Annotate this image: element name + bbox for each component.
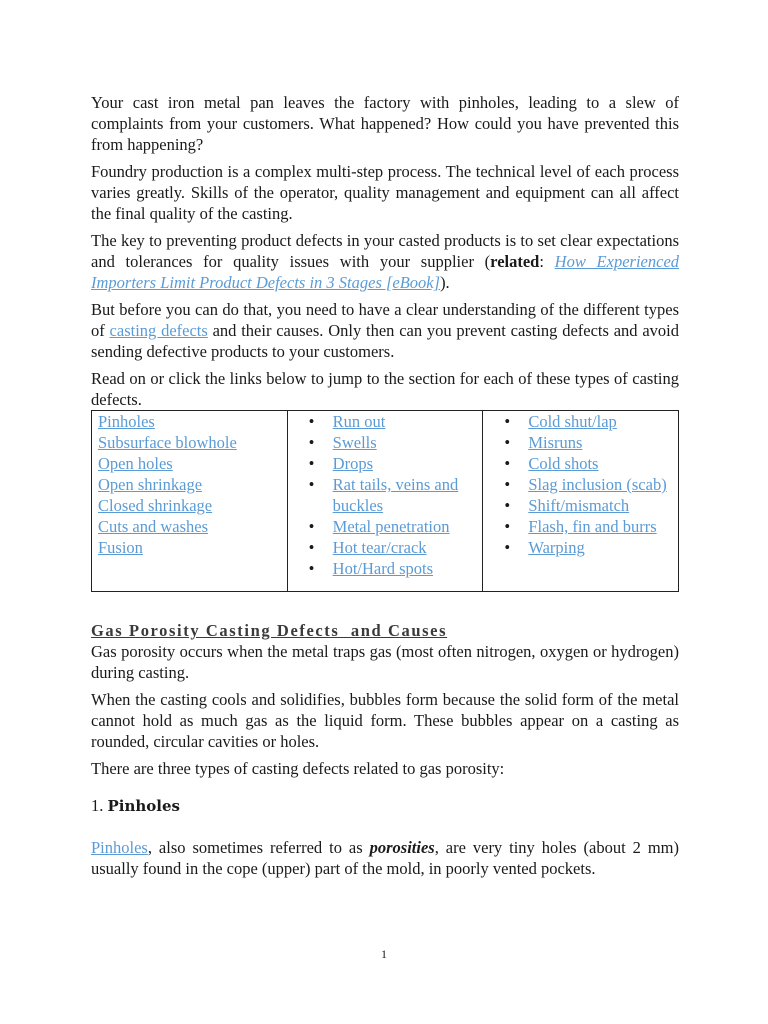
toc-link-shift-mismatch[interactable]: Shift/mismatch — [528, 496, 630, 515]
toc-link-cold-shut[interactable]: Cold shut/lap — [528, 412, 617, 431]
bullet-icon: • — [504, 454, 511, 473]
intro-paragraph-3 — [91, 230, 679, 293]
toc-column-1 — [92, 411, 288, 592]
bullet-icon: • — [308, 433, 315, 452]
p3-end: ). — [440, 273, 450, 292]
toc-link-misruns[interactable]: Misruns — [528, 433, 583, 452]
toc-link-fusion[interactable]: Fusion — [98, 538, 143, 557]
casting-defects-link[interactable]: casting defects — [109, 321, 208, 340]
toc-link-slag-inclusion[interactable]: Slag inclusion (scab) — [528, 475, 667, 494]
bullet-icon: • — [308, 559, 315, 578]
p3-text: The key to preventing product defects in your casted products is to set clear expectations and tolerances for quality issues with your supplier ( — [91, 231, 679, 271]
gas-porosity-paragraph-2: When the casting cools and solidifies, bubbles form because the solid form of the metal cannot hold as much gas as the liquid form. These bubbles appear on a casting as rounded, circular cavities or holes. — [91, 690, 679, 751]
bullet-icon: • — [504, 412, 511, 431]
porosities-term: porosities — [369, 838, 435, 857]
bullet-icon: • — [504, 496, 511, 515]
toc-column-3 — [483, 411, 679, 592]
p3-colon: : — [539, 252, 555, 271]
item-number: 1. — [91, 796, 108, 815]
page-number: 1 — [381, 947, 387, 961]
toc-link-open-holes[interactable]: Open holes — [98, 454, 173, 473]
toc-link-cuts-and-washes[interactable]: Cuts and washes — [98, 517, 208, 536]
gas-porosity-paragraph-1: Gas porosity occurs when the metal traps gas (most often nitrogen, oxygen or hydrogen) during casting. — [91, 642, 679, 682]
toc-link-pinholes[interactable]: Pinholes — [98, 412, 155, 431]
toc-link-cold-shots[interactable]: Cold shots — [528, 454, 599, 473]
toc-link-subsurface-blowhole[interactable]: Subsurface blowhole — [98, 433, 237, 452]
subheading-pinholes — [91, 795, 679, 817]
p4-text: But before you can do that, you need to have a clear understanding of the different types of — [91, 300, 679, 340]
toc-link-hot-hard-spots[interactable]: Hot/Hard spots — [332, 559, 434, 578]
bullet-icon: • — [308, 517, 315, 536]
bullet-icon: • — [308, 454, 315, 473]
bullet-icon: • — [504, 475, 511, 494]
toc-column-2 — [287, 411, 483, 592]
p4-end: and their causes. Only then can you prevent casting defects and avoid sending defective products to your customers. — [91, 321, 679, 361]
bullet-icon: • — [308, 475, 315, 494]
toc-link-metal-penetration[interactable]: Metal penetration — [332, 517, 450, 536]
defect-links-table — [91, 410, 679, 592]
pinholes-text-2: , are very tiny holes (about 2 mm) usually found in the cope (upper) part of the mold, in poorly vented pockets. — [91, 838, 679, 878]
bullet-icon: • — [504, 517, 511, 536]
intro-paragraph-4 — [91, 299, 679, 362]
section-heading-gas-porosity: Gas Porosity Casting Defects and Causes — [91, 621, 448, 640]
intro-paragraph-1: Your cast iron metal pan leaves the factory with pinholes, leading to a slew of complaints from your customers. What happened? How could you have prevented this from happening? — [91, 93, 679, 154]
pinholes-text-1: , also sometimes referred to as — [147, 838, 370, 857]
intro-paragraph-5: Read on or click the links below to jump to the section for each of these types of casting defects. — [91, 369, 679, 409]
item-title: Pinholes — [107, 797, 180, 815]
toc-link-open-shrinkage[interactable]: Open shrinkage — [98, 475, 203, 494]
bullet-icon: • — [308, 412, 315, 431]
gas-porosity-paragraph-3: There are three types of casting defects related to gas porosity: — [91, 759, 505, 778]
bullet-icon: • — [504, 538, 511, 557]
toc-link-swells[interactable]: Swells — [332, 433, 377, 452]
toc-link-closed-shrinkage[interactable]: Closed shrinkage — [98, 496, 213, 515]
bullet-icon: • — [504, 433, 511, 452]
pinholes-link[interactable]: Pinholes — [91, 838, 148, 857]
intro-paragraph-2: Foundry production is a complex multi-step process. The technical level of each process varies greatly. Skills of the operator, quality management and equipment can all affect the final quality of the casting. — [91, 162, 679, 223]
toc-link-flash-fin-burrs[interactable]: Flash, fin and burrs — [528, 517, 657, 536]
bullet-icon: • — [308, 538, 315, 557]
ebook-link[interactable]: How Experienced Importers Limit Product Defects in 3 Stages [eBook] — [91, 252, 680, 292]
document-body — [91, 92, 679, 885]
toc-link-run-out[interactable]: Run out — [332, 412, 386, 431]
toc-link-drops[interactable]: Drops — [332, 454, 373, 473]
toc-link-warping[interactable]: Warping — [528, 538, 585, 557]
related-label: related — [490, 252, 540, 271]
pinholes-paragraph — [91, 837, 679, 879]
toc-link-rat-tails[interactable]: Rat tails, veins and buckles — [332, 475, 459, 515]
toc-link-hot-tear[interactable]: Hot tear/crack — [332, 538, 427, 557]
